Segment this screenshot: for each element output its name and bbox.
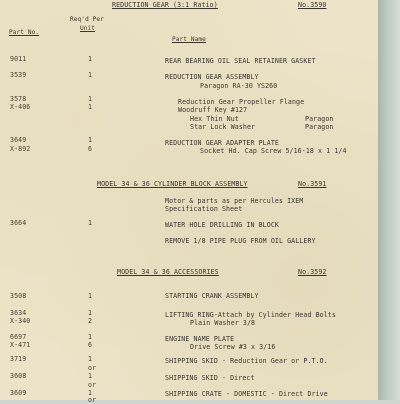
part-number: 3578 — [10, 95, 27, 103]
part-number: 3608 — [10, 372, 27, 380]
column-header-required-unit: Unit — [80, 25, 96, 32]
section-intro: Motor & parts as per Hercules IXEM — [165, 197, 304, 205]
part-name-detail: Paragon RA-30 YS260 — [200, 82, 278, 90]
quantity: 1 — [88, 333, 93, 341]
section-title: MODEL 34 & 36 ACCESSORIES — [117, 268, 219, 276]
quantity: 1 — [88, 95, 93, 103]
part-name: Plain Washer 3/8 — [190, 319, 256, 327]
part-number: X-340 — [10, 317, 31, 325]
part-name: Socket Hd. Cap Screw 5/16-18 x 1 1/4 — [200, 147, 347, 155]
part-number: 6697 — [10, 333, 27, 341]
quantity: 1 — [88, 136, 93, 144]
quantity: 1 — [88, 389, 93, 397]
alternative-or: or — [88, 381, 97, 389]
part-name: SHIPPING CRATE - DOMESTIC - Direct Drive — [165, 390, 328, 398]
part-number: X-406 — [10, 103, 31, 111]
part-name: LIFTING RING-Attach by Cylinder Head Bolts — [165, 311, 336, 319]
manufacturer-note: Paragon — [305, 123, 334, 131]
part-number: X-892 — [10, 145, 31, 153]
section-title: MODEL 34 & 36 CYLINDER BLOCK ASSEMBLY — [97, 180, 248, 188]
part-number: X-471 — [10, 341, 31, 349]
section-title: REDUCTION GEAR (3:1 Ratio) — [112, 1, 218, 9]
section-number: No.3591 — [298, 180, 327, 188]
section-number: No.3590 — [298, 1, 327, 9]
part-number: 3719 — [10, 355, 27, 363]
quantity: 1 — [88, 55, 93, 63]
column-header-part-no: Part No. — [9, 29, 40, 36]
alternative-or: or — [88, 364, 97, 372]
section-intro: Specification Sheet — [165, 205, 243, 213]
part-name: REAR BEARING OIL SEAL RETAINER GASKET — [165, 57, 316, 65]
column-header-required: Req'd Per — [70, 16, 104, 23]
quantity: 1 — [88, 309, 93, 317]
quantity: 2 — [88, 317, 93, 325]
part-name: REDUCTION GEAR ADAPTER PLATE — [165, 139, 279, 147]
part-name: Woodruff Key #127 — [178, 106, 248, 114]
quantity: 1 — [88, 219, 93, 227]
alternative-or: or — [88, 396, 97, 404]
part-number: 3664 — [10, 219, 27, 227]
part-name: WATER HOLE DRILLING IN BLOCK — [165, 221, 279, 229]
part-number: 3609 — [10, 389, 27, 397]
part-name: Drive Screw #3 x 3/16 — [190, 343, 276, 351]
part-number: 3634 — [10, 309, 27, 317]
part-name: REMOVE 1/8 PIPE PLUG FROM OIL GALLERY — [165, 237, 316, 245]
part-name: STARTING CRANK ASSEMBLY — [165, 292, 259, 300]
part-name: SHIPPING SKID - Direct — [165, 374, 255, 382]
section-number: No.3592 — [298, 268, 327, 276]
part-number: 3539 — [10, 71, 27, 79]
column-header-part-name: Part Name — [172, 36, 206, 43]
part-name: Reduction Gear Propeller Flange — [178, 98, 305, 106]
quantity: 1 — [88, 103, 93, 111]
part-number: 9011 — [10, 55, 27, 63]
part-name: REDUCTION GEAR ASSEMBLY — [165, 73, 259, 81]
manufacturer-note: Paragon — [305, 115, 334, 123]
quantity: 1 — [88, 355, 93, 363]
quantity: 6 — [88, 145, 93, 153]
part-name: Hex Thin Nut — [190, 115, 239, 123]
page-edge — [378, 0, 400, 400]
quantity: 1 — [88, 372, 93, 380]
quantity: 1 — [88, 292, 93, 300]
part-name: Star Lock Washer — [190, 123, 256, 131]
part-number: 3508 — [10, 292, 27, 300]
part-name: ENGINE NAME PLATE — [165, 335, 235, 343]
quantity: 6 — [88, 341, 93, 349]
quantity: 1 — [88, 71, 93, 79]
part-number: 3649 — [10, 136, 27, 144]
part-name: SHIPPING SKID - Reduction Gear or P.T.O. — [165, 357, 328, 365]
